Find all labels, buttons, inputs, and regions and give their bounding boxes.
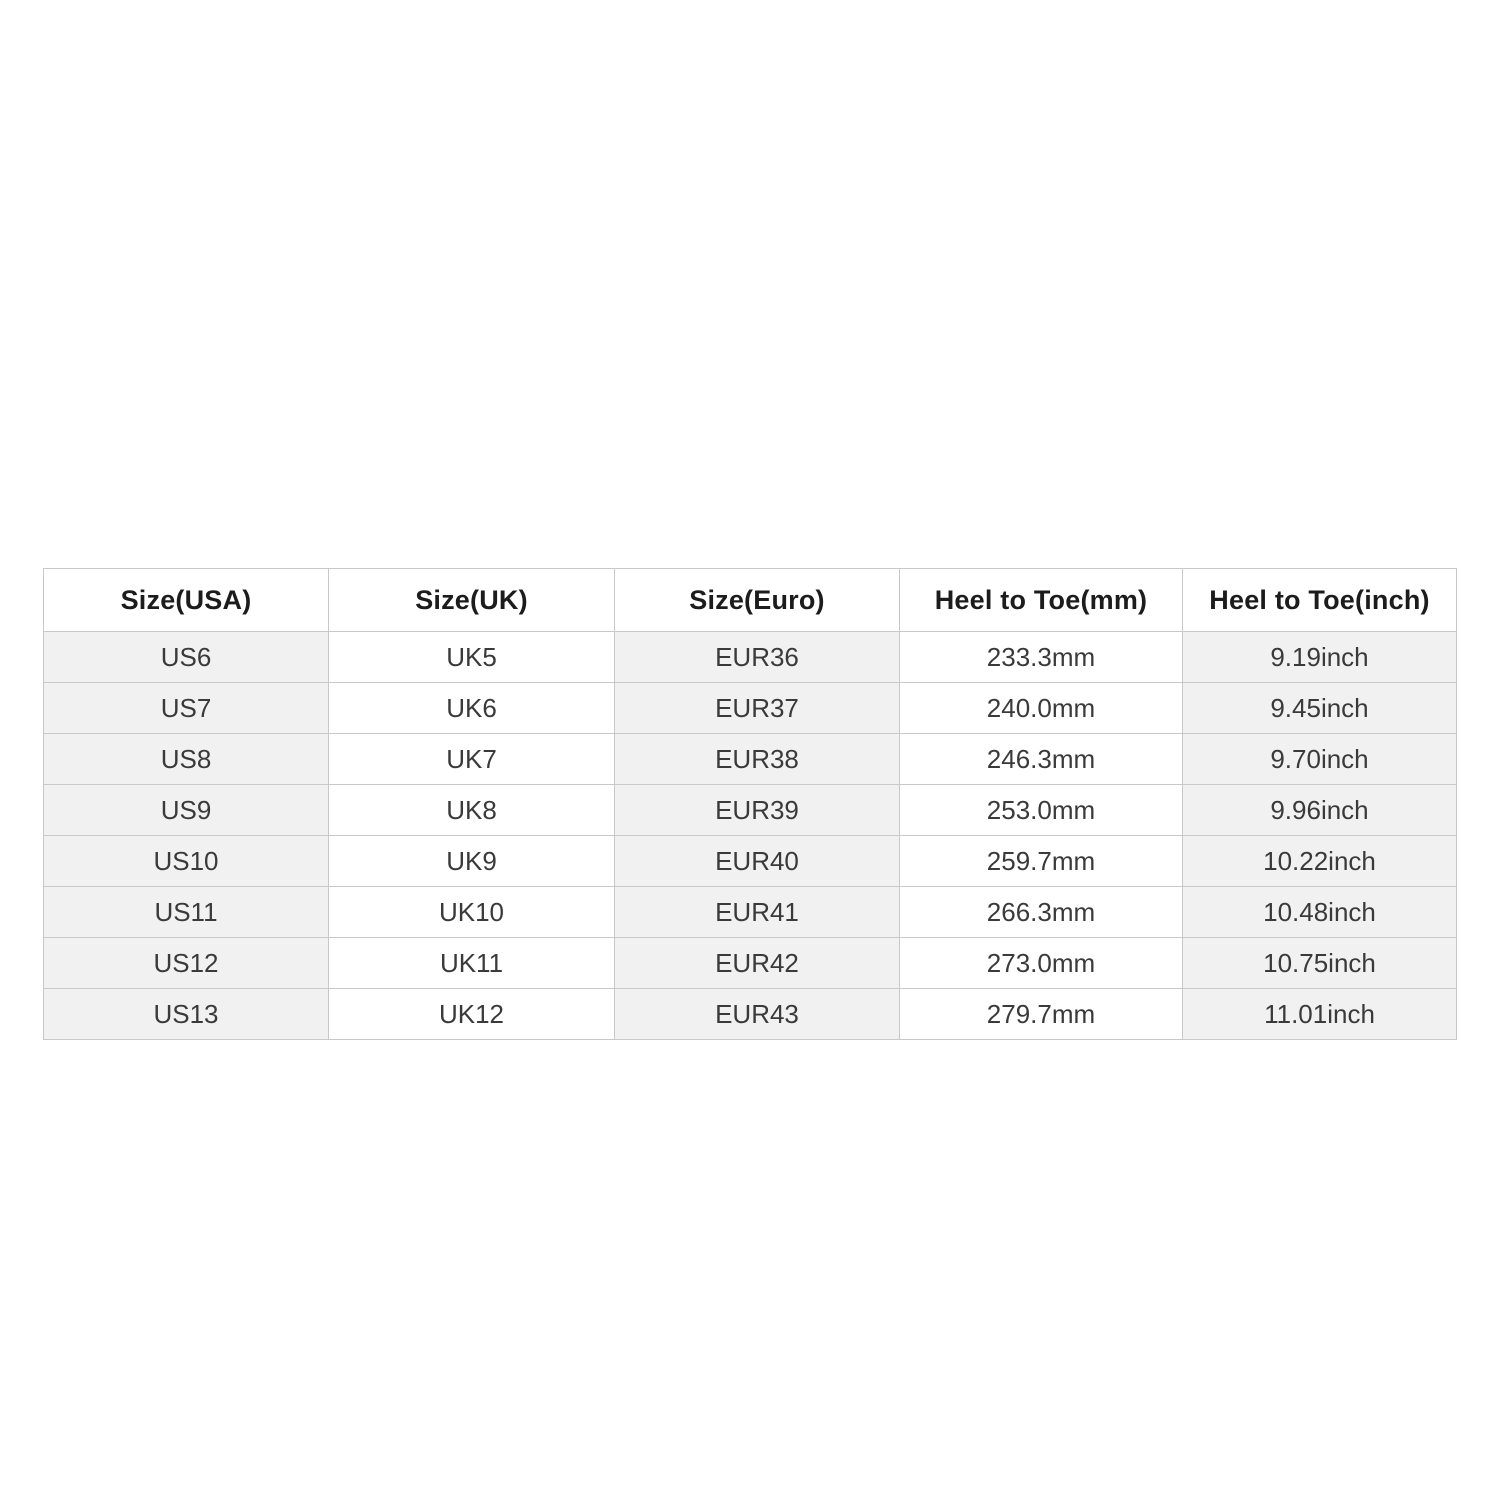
- cell-heel-to-toe-mm: 253.0mm: [900, 785, 1183, 836]
- cell-heel-to-toe-inch: 9.19inch: [1183, 632, 1457, 683]
- cell-size-euro: EUR43: [615, 989, 900, 1040]
- cell-heel-to-toe-mm: 246.3mm: [900, 734, 1183, 785]
- column-header-size-usa: Size(USA): [44, 569, 329, 632]
- cell-heel-to-toe-mm: 259.7mm: [900, 836, 1183, 887]
- cell-size-euro: EUR41: [615, 887, 900, 938]
- column-header-size-euro: Size(Euro): [615, 569, 900, 632]
- cell-size-euro: EUR42: [615, 938, 900, 989]
- cell-size-uk: UK12: [329, 989, 615, 1040]
- cell-heel-to-toe-inch: 9.45inch: [1183, 683, 1457, 734]
- cell-heel-to-toe-inch: 10.48inch: [1183, 887, 1457, 938]
- cell-size-uk: UK7: [329, 734, 615, 785]
- cell-size-usa: US7: [44, 683, 329, 734]
- table-header: [44, 569, 1457, 632]
- table-row: [44, 836, 1457, 887]
- table-body: [44, 632, 1457, 1040]
- cell-heel-to-toe-mm: 273.0mm: [900, 938, 1183, 989]
- cell-heel-to-toe-inch: 11.01inch: [1183, 989, 1457, 1040]
- cell-size-uk: UK11: [329, 938, 615, 989]
- cell-size-uk: UK8: [329, 785, 615, 836]
- cell-heel-to-toe-mm: 240.0mm: [900, 683, 1183, 734]
- cell-size-usa: US6: [44, 632, 329, 683]
- table-row: [44, 734, 1457, 785]
- cell-size-uk: UK9: [329, 836, 615, 887]
- column-header-heel-to-toe-mm: Heel to Toe(mm): [900, 569, 1183, 632]
- cell-heel-to-toe-inch: 10.22inch: [1183, 836, 1457, 887]
- cell-size-uk: UK6: [329, 683, 615, 734]
- table-row: [44, 683, 1457, 734]
- cell-size-usa: US8: [44, 734, 329, 785]
- table-row: [44, 989, 1457, 1040]
- cell-size-euro: EUR40: [615, 836, 900, 887]
- cell-size-usa: US11: [44, 887, 329, 938]
- cell-heel-to-toe-mm: 266.3mm: [900, 887, 1183, 938]
- cell-size-usa: US10: [44, 836, 329, 887]
- cell-size-euro: EUR36: [615, 632, 900, 683]
- cell-heel-to-toe-inch: 10.75inch: [1183, 938, 1457, 989]
- cell-heel-to-toe-inch: 9.96inch: [1183, 785, 1457, 836]
- cell-heel-to-toe-mm: 233.3mm: [900, 632, 1183, 683]
- table-row: [44, 632, 1457, 683]
- column-header-size-uk: Size(UK): [329, 569, 615, 632]
- cell-size-usa: US9: [44, 785, 329, 836]
- cell-size-euro: EUR39: [615, 785, 900, 836]
- column-header-heel-to-toe-inch: Heel to Toe(inch): [1183, 569, 1457, 632]
- cell-size-uk: UK10: [329, 887, 615, 938]
- table-header-row: [44, 569, 1457, 632]
- table-row: [44, 938, 1457, 989]
- table-row: [44, 887, 1457, 938]
- size-chart-container: [43, 568, 1456, 1040]
- cell-size-usa: US12: [44, 938, 329, 989]
- cell-size-usa: US13: [44, 989, 329, 1040]
- size-conversion-table: [43, 568, 1457, 1040]
- cell-size-euro: EUR38: [615, 734, 900, 785]
- cell-size-uk: UK5: [329, 632, 615, 683]
- cell-heel-to-toe-inch: 9.70inch: [1183, 734, 1457, 785]
- cell-size-euro: EUR37: [615, 683, 900, 734]
- cell-heel-to-toe-mm: 279.7mm: [900, 989, 1183, 1040]
- table-row: [44, 785, 1457, 836]
